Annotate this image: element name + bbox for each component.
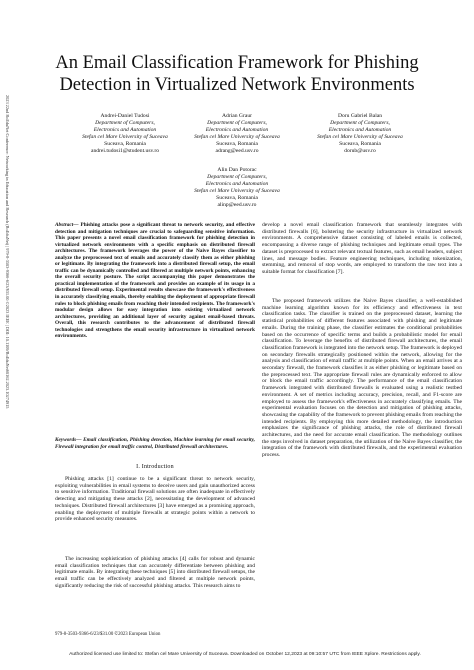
author-university: Stefan cel Mare University of Suceava — [194, 188, 280, 194]
author-dept: Department of Computers, — [330, 120, 390, 126]
author-email: andrei.tudosi1@student.usv.ro — [90, 148, 160, 154]
right-column-paragraph-2: The proposed framework utilizes the Naive Bayes classifier, a well-established machine learning algorithm known for its efficiency and effectiveness in text classification tasks. The classifier is trained on the preprocessed dataset, learning the statistical probabilities of different features associated with phishing and legitimate emails. During the training phase, the classifier estimates the conditional probabilities based on the occurrence of specific terms and builds a probabilistic model for email classification. To leverage the benefits of distributed firewall architectures, the email classification framework is integrated into the network setup. The framework is deployed on secondary firewalls strategically positioned within the network, allowing for the analysis and classification of email traffic at multiple points. When an email arrives at a secondary firewall, the framework classifies it as either phishing or legitimate based on the preprocessed text. The appropriate firewall rules are dynamically enforced to allow or block the email traffic accordingly. The performance of the email classification framework integrated with distributed firewalls is evaluated using a realistic testbed environment. A set of metrics including accuracy, precision, recall, and F1-score are employed to assess the framework's effectiveness in accurately classifying emails. The experimental evaluation focuses on the detection and mitigation of phishing attacks, showcasing the capability of the framework to prevent phishing emails from reaching the intended recipients. By employing this more detailed methodology, the introduction emphasizes the significance of phishing attacks, the role of distributed firewall architectures, and the need for accurate email classification. The methodology outlines the steps involved in dataset preparation, the utilization of the Naive Bayes classifier, the integration of the framework with distributed firewalls, and the experimental evaluation process. — [262, 298, 462, 459]
section-heading: I. Introduction — [136, 464, 174, 470]
author-university: Stefan cel Mare University of Suceava — [82, 134, 168, 140]
keywords-label: Keywords— — [55, 437, 82, 443]
author-name: Doru Gabriel Balan — [337, 113, 383, 119]
author-email: alinp@eed.usv.ro — [217, 202, 257, 208]
abstract-label: Abstract— — [55, 222, 79, 228]
sidebar-citation-text: 2023 22nd RoEduNet Conference: Networking in Education and Research (RoEduNet) | 979-8-3503-9366-6/23/$31.00 ©2023 IEEE | DOI: 10.1109/RoEduNet60162.2023.10274915 — [5, 95, 10, 409]
sidebar-citation — [2, 95, 10, 565]
author-university: Stefan cel Mare University of Suceava — [317, 134, 403, 140]
abstract-text: Phishing attacks pose a significant threat to network security, and effective detection and mitigation techniques are crucial to safeguarding sensitive information. This paper presents a novel email classification framework for phishing detection in virtualized network environments with a specific emphasis on distributed firewall architectures. The framework leverages the power of the Naive Bayes classifier to analyze the preprocessed text of emails and accurately classify them as either phishing or legitimate. By integrating the framework into a distributed firewall setup, the email traffic can be dynamically controlled and filtered at multiple network points, enhancing the overall security posture. The script accompanying this paper demonstrates the practical implementation of the framework and provides an example of its usage in a distributed firewall setup. Experimental results showcase the framework's effectiveness in accurately classifying emails, thereby enabling the deployment of appropriate firewall rules to block phishing emails from reaching their intended recipients. The framework's modular design allows for easy integration into existing virtualized network architectures, providing an additional layer of security against email-based threats. Overall, this research contributes to the advancement of distributed firewall technologies and strengthens the email security infrastructure in virtualized network environments. — [55, 222, 255, 340]
right-column-paragraph-1: develop a novel email classification framework that seamlessly integrates with distributed firewalls [6], bolstering the security infrastructure in virtualized network environments. A comprehensive dataset consisting of labeled emails is collected, encompassing a diverse range of phishing techniques and legitimate email types. The dataset is preprocessed to extract relevant textual features, such as email headers, subject lines, and message bodies. Feature engineering techniques, including tokenization, stemming, and removal of stop words, are employed to transform the raw text into a suitable format for classification [7]. — [262, 222, 462, 275]
author-dept: Electronics and Automation — [328, 127, 392, 133]
author-university: Stefan cel Mare University of Suceava — [194, 134, 280, 140]
author-block-3 — [295, 113, 425, 155]
author-dept: Department of Computers, — [207, 174, 267, 180]
author-place: Suceava, Romania — [216, 141, 258, 147]
paper-title: An Email Classification Framework for Phishing Detection in Virtualized Network Environments — [55, 53, 419, 95]
copyright-notice: 979-8-3503-9366-6/23/$31.00 ©2023 European Union — [55, 632, 161, 637]
author-place: Suceava, Romania — [104, 141, 146, 147]
abstract — [55, 222, 255, 340]
license-footer: Authorized licensed use limited to: Stefan cel Mare University of Suceava. Downloaded on October 12,2023 at 09:10:57 UTC from IEEE Xplore. Restrictions apply. — [69, 652, 421, 657]
keywords-text: Email classification, Phishing detection, Machine learning for email security, Firewall integration for email traffic control, Distributed firewall architectures. — [55, 437, 255, 450]
author-place: Suceava, Romania — [216, 195, 258, 201]
intro-paragraph-1: Phishing attacks [1] continue to be a significant threat to network security, exploiting vulnerabilities in email systems to deceive users and gain unauthorized access to sensitive information. Traditional firewall solutions are often inadequate in effectively detecting and mitigating these attacks [2], necessitating the development of advanced techniques. Distributed firewall architectures [3] have emerged as a promising approach, enabling the deployment of multiple firewalls at strategic points within a network to provide enhanced security measures. — [55, 476, 255, 523]
author-name: Andrei-Daniel Tudosi — [100, 113, 150, 119]
author-dept: Electronics and Automation — [205, 181, 269, 187]
keywords — [55, 437, 255, 450]
author-name: Alin Dan Potorac — [217, 167, 257, 173]
author-email: adrang@eed.usv.ro — [215, 148, 259, 154]
intro-paragraph-2: The increasing sophistication of phishing attacks [4] calls for robust and dynamic email classification techniques that can accurately differentiate between phishing and legitimate emails. By integrating these techniques [5] into distributed firewall setups, the email traffic can be effectively analyzed and filtered at multiple network points, significantly reducing the risk of successful phishing attacks. This research aims to — [55, 556, 255, 589]
author-email: dorub@usv.ro — [344, 148, 376, 154]
author-block-4 — [172, 167, 302, 209]
author-dept: Department of Computers, — [95, 120, 155, 126]
author-dept: Department of Computers, — [207, 120, 267, 126]
author-block-1 — [60, 113, 190, 155]
author-place: Suceava, Romania — [339, 141, 381, 147]
author-block-2 — [172, 113, 302, 155]
author-dept: Electronics and Automation — [205, 127, 269, 133]
author-name: Adrian Graur — [222, 113, 252, 119]
author-dept: Electronics and Automation — [93, 127, 157, 133]
